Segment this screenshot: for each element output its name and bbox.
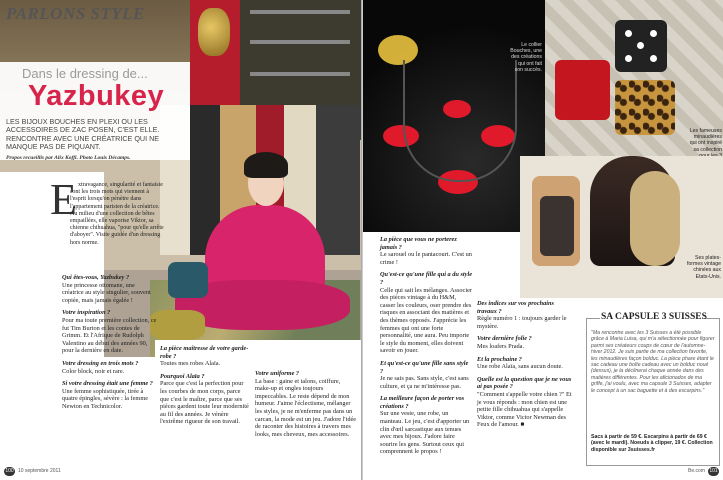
sidebar-title: SA CAPSULE 3 SUISSES (601, 312, 707, 322)
sidebar-info: Sacs à partir de 59 €. Escarpins à partir de 69 € (avec le mardi). Noeuds à clipper, 19 €. Collection disponible sur 3suisses.fr (591, 434, 713, 453)
left-column-3 (255, 370, 357, 438)
caption-minaudieres: Les fameuses minaudières qui ont inspiré sa collection (689, 128, 722, 153)
answer: Celle qui sait les mélanges. Associer des pièces vintage à du H&M, casser les couleurs, oser prendre des risques en associant des matières et des thèmes opposés. J'apprécie les femmes qui ont une forte personnalité, une aura. Peu importe le style du moment, elles doivent savoir en jouer. (380, 286, 472, 355)
caption-collier: Le collier Bouches, une des créations qui ont fait son succès. (510, 42, 542, 73)
answer: Sur une veste, une robe, un manteau. Le jeu, c'est d'apporter un clin d'œil sarcastique aux tenues avec mes bijoux. J'adore faire sourire les gens. Surtout ceux qui comprennent le propos ! (380, 410, 470, 456)
question: Quelle est la question que je ne vous ai pas posée ? (477, 375, 572, 391)
question: Des indices sur vos prochains travaux ? (477, 300, 554, 315)
article-title: Yazbukey (28, 80, 165, 112)
answer: Pour ma toute première collection, ce fut Tim Burton et les contes de Grimm. Et l'Afrique de Rudolph Valentino au début des années 90, pour la dernière en date. (62, 316, 157, 355)
question: Et qu'est-ce qu'une fille sans style ? (380, 359, 469, 375)
answer: Je ne sais pas. Sans style, c'est sans culture, et ça ne m'intéresse pas. (380, 375, 469, 390)
left-column-1 (62, 274, 157, 411)
question: Votre uniforme ? (255, 370, 300, 377)
answer: Mes loafers Prada. (477, 342, 525, 350)
question: Qui êtes-vous, Yazbukey ? (62, 274, 130, 281)
section-label: PARLONS STYLE (6, 4, 145, 23)
footer-date: 10 septembre 2011 (18, 468, 61, 474)
intro-text: xtravagance, singularité et fantaisie sont les trois mots qui viennent à l'esprit lorsqu'on pénètre dans l'appartement parisien de la créatrice. Au milieu d'une collection de bêtes empaillées, elle vaporise Viktor, sa chienne chihuahua, "pour qu'elle arrête d'aboyer". Visite guidée d'un dressing hors norme. (70, 182, 164, 246)
answer: Une robe Alaïa, sans aucun doute. (477, 363, 563, 371)
answer: La base : gaine et talons, coiffure, make-up et ongles toujours impeccables. Le reste dépend de mon humeur. J'aime l'éclectisme, mélanger les styles, je ne m'enferme pas dans un carcan, la mode est un jeu. J'adore l'idée de raconter des histoires à travers mes looks, mes cheveux, mes accessoires. (255, 377, 357, 438)
answer: Une femme sophistiquée, tirée à quatre épingles, sévère : la femme Newton en Technicolor. (62, 387, 149, 410)
answer: Toutes mes robes Alaïa. (160, 360, 221, 368)
question: Votre dressing en trois mots ? (62, 359, 139, 367)
answer: Color block, noir et rare. (62, 367, 125, 375)
answer: "Comment s'appelle votre chien ?" Et je vous réponds : mon chien est une petite fille chihuahua qui s'appelle Viktor, comme Victor Newman des Feux de l'amour. ■ (477, 390, 572, 429)
necklace-photo (363, 0, 545, 232)
question: La pièce maîtresse de votre garde-robe ? (160, 345, 249, 360)
right-column-1 (380, 236, 472, 456)
page-number-left-text: 100 (5, 468, 14, 474)
answer: Le sarouel ou le pantacourt. C'est un crime ! (380, 251, 472, 266)
question: Votre inspiration ? (62, 309, 111, 317)
answer: Une princesse ottomane, une créatrice au style singulier, souvent copiée, mais jamais égalée ! (62, 281, 151, 304)
page-number-right-text: 101 (709, 468, 718, 474)
question: Qu'est-ce qu'une fille qui a du style ? (380, 271, 473, 286)
left-column-2 (160, 345, 250, 426)
article-kicker: Dans le dressing de... (22, 66, 148, 81)
right-column-2 (477, 300, 573, 429)
answer: Parce que c'est la perfection pour les courbes de mon corps, parce que c'est le maître, parce que ses pièces gardent toute leur modernité au fil des années. Je vénère l'extrême rigueur de son travail. (160, 380, 249, 426)
article-deck: LES BIJOUX BOUCHES EN PLEXI OU LES ACCESSOIRES DE ZAC POSEN, C'EST ELLE. RENCONTRE AVEC UNE CRÉATRICE QUI NE MANQUE PAS DE PIQUANT. (6, 117, 160, 152)
footer-publication: Be.com (688, 468, 705, 474)
question: La meilleure façon de porter vos créations ? (380, 395, 465, 410)
answer: Règle numéro 1 : toujours garder le mystère. (477, 315, 567, 330)
question: Pourquoi Alaïa ? (160, 372, 205, 380)
question: La pièce que vous ne porterez jamais ? (380, 236, 457, 251)
article-credit: Propos recueillis par Alix Koffi. Photo Louis Décamps. (6, 155, 131, 161)
caption-platforms: Ses plates-formes vintage chinées aux Etats-Unis. (686, 255, 721, 280)
question: Si votre dressing était une femme ? (62, 380, 153, 388)
question: Votre dernière folie ? (477, 335, 532, 343)
dropcap: E (50, 175, 77, 224)
question: Et la prochaine ? (477, 355, 522, 363)
sidebar-quote: "Ma rencontre avec les 3 Suisses a été possible grâce à Maria Luisa, qui m'a sélectionnée pour figurer parmi ses créateurs coups de cœur de l'automne-hiver 2012. Je suis partie de ma collection favorite, les minaudières façon bolduc. La pièce phare étant le sac cadeau une boîte cadeau avec un bolduc noué (dessus), je la déclinerai chaque année dans des matières différentes. Pour les aficionados de ma griffe, j'ai voulu, avec ma capsule 3 Suisses, adapter le concept à un sac baguette et à des escarpins." (591, 330, 715, 394)
